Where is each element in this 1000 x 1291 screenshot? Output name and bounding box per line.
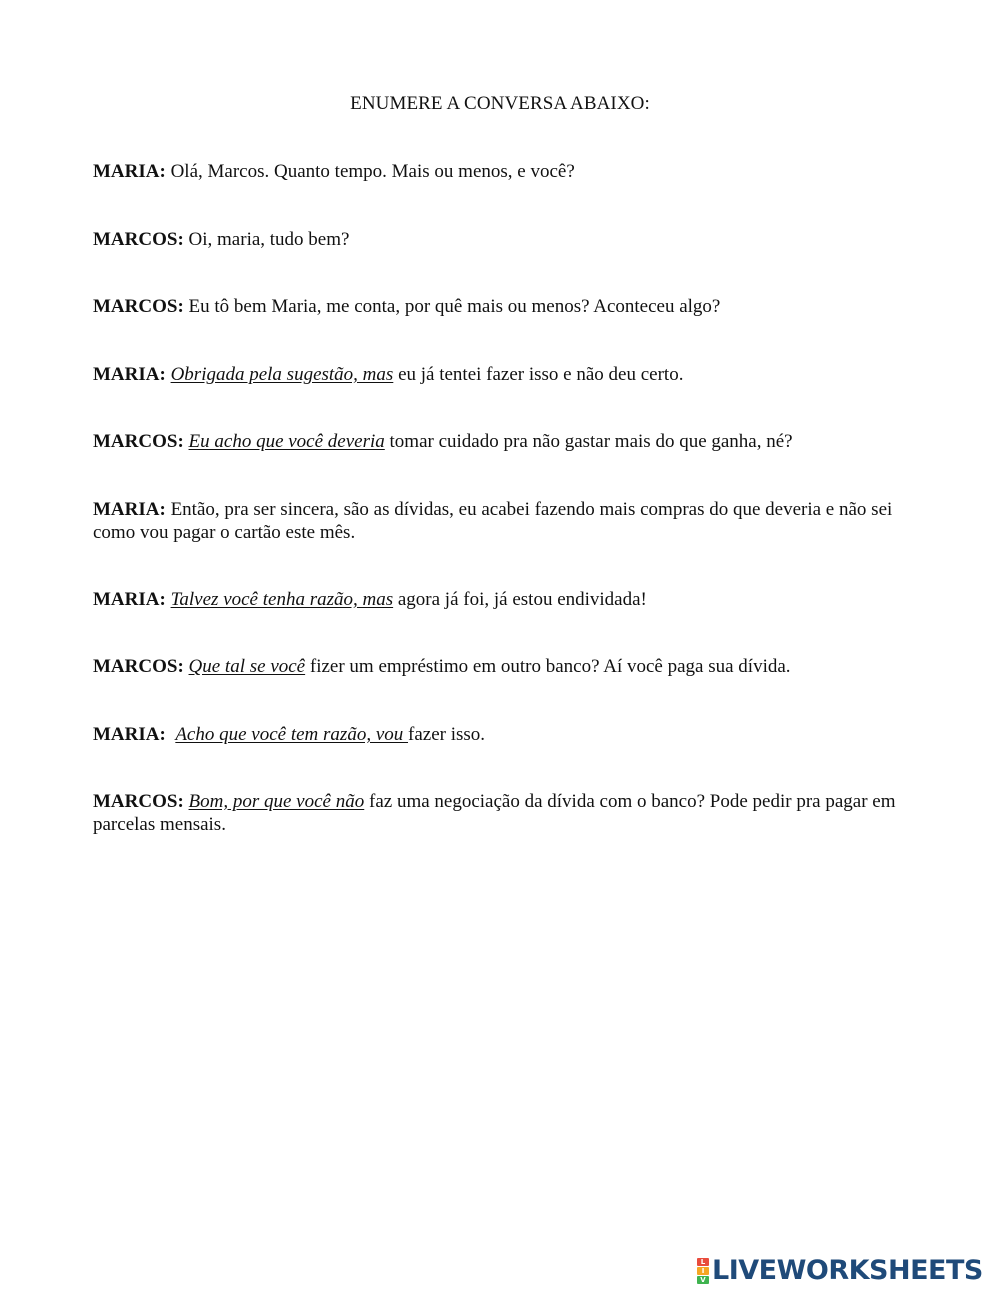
- dialogue-line-8: [93, 655, 903, 678]
- speaker-label: MARIA:: [93, 724, 166, 745]
- page-title: ENUMERE A CONVERSA ABAIXO:: [350, 93, 650, 114]
- speaker-label: MARCOS:: [93, 791, 184, 812]
- highlighted-phrase: Obrigada pela sugestão, mas: [170, 364, 394, 385]
- spacer: [166, 724, 176, 745]
- line-text: Então, pra ser sincera, são as dívidas, eu acabei fazendo mais compras do que deveria e não sei como vou pagar o cartão este mês.: [93, 499, 893, 543]
- dialogue-line-1: [93, 160, 903, 183]
- speaker-label: MARIA:: [93, 364, 166, 385]
- dialogue-line-6: [93, 498, 903, 544]
- speaker-label: MARIA:: [93, 589, 166, 610]
- highlighted-phrase: Que tal se você: [188, 656, 306, 677]
- line-text: fizer um empréstimo em outro banco? Aí você paga sua dívida.: [305, 656, 791, 677]
- line-text: Oi, maria, tudo bem?: [188, 229, 350, 250]
- line-text: agora já foi, já estou endividada!: [393, 589, 647, 610]
- dialogue-line-10: [93, 790, 903, 836]
- line-text: Olá, Marcos. Quanto tempo. Mais ou menos, e você?: [170, 161, 575, 182]
- line-text: fazer isso.: [408, 724, 486, 745]
- dialogue-line-5: [93, 430, 903, 453]
- dialogue-line-4: [93, 363, 903, 386]
- highlighted-phrase: Bom, por que você não: [188, 791, 365, 812]
- line-text: tomar cuidado pra não gastar mais do que ganha, né?: [384, 431, 793, 452]
- line-text: Eu tô bem Maria, me conta, por quê mais ou menos? Aconteceu algo?: [188, 296, 721, 317]
- highlighted-phrase: Talvez você tenha razão, mas: [170, 589, 394, 610]
- logo-mark-letter: I: [697, 1267, 709, 1275]
- highlighted-phrase: Acho que você tem razão, vou: [175, 724, 409, 745]
- logo-text: LIVEWORKSHEETS: [712, 1255, 983, 1286]
- speaker-label: MARIA:: [93, 161, 166, 182]
- line-text: faz uma negociação da dívida com o banco? Pode pedir pra pagar em parcelas mensais.: [93, 791, 896, 835]
- dialogue-line-2: [93, 228, 903, 251]
- logo-mark-icon: [697, 1258, 709, 1284]
- logo-mark-letter: V: [697, 1276, 709, 1284]
- speaker-label: MARIA:: [93, 499, 166, 520]
- line-text: eu já tentei fazer isso e não deu certo.: [393, 364, 684, 385]
- liveworksheets-logo: [697, 1256, 983, 1286]
- speaker-label: MARCOS:: [93, 229, 184, 250]
- dialogue-line-9: [93, 723, 903, 746]
- logo-mark-letter: L: [697, 1258, 709, 1266]
- dialogue-line-7: [93, 588, 903, 611]
- highlighted-phrase: Eu acho que você deveria: [188, 431, 385, 452]
- speaker-label: MARCOS:: [93, 431, 184, 452]
- speaker-label: MARCOS:: [93, 296, 184, 317]
- speaker-label: MARCOS:: [93, 656, 184, 677]
- dialogue-line-3: [93, 295, 903, 318]
